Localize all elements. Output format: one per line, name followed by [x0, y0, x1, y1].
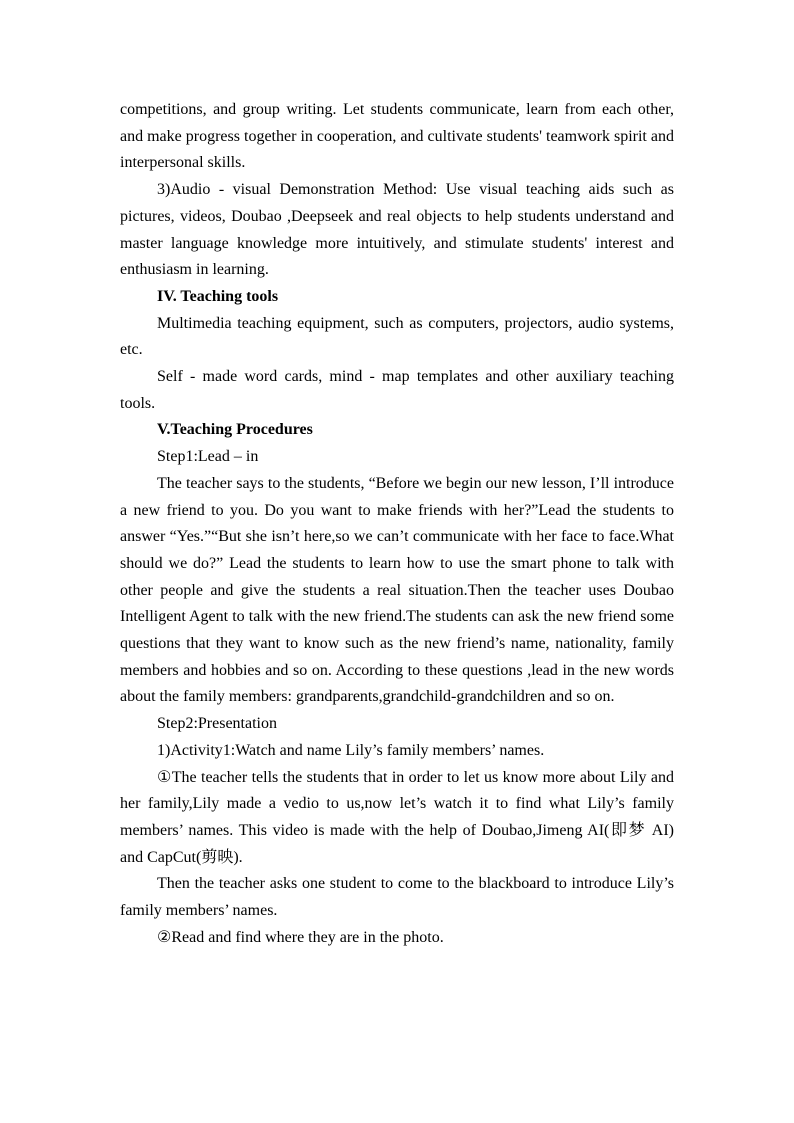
- paragraph-activity1-video: ①The teacher tells the students that in order to let us know more about Lily and her family,Lily made a vedio to us,now let’s watch it to find what Lily’s family members’ names. This video is made with the help of Doubao,Jimeng AI(即梦 AI) and CapCut(剪映).: [120, 768, 674, 866]
- paragraph-group-work: competitions, and group writing. Let students communicate, learn from each other, and make progress together in cooperation, and cultivate students' teamwork spirit and interpersonal skills.: [120, 101, 674, 172]
- paragraph-activity1-title: 1)Activity1:Watch and name Lily’s family members’ names.: [157, 741, 545, 759]
- paragraph-step1-title: Step1:Lead – in: [157, 448, 259, 466]
- paragraph-activity1-blackboard: Then the teacher asks one student to come to the blackboard to introduce Lily’s family members’ names.: [120, 875, 674, 920]
- paragraph-audio-visual-method: 3)Audio - visual Demonstration Method: Use visual teaching aids such as pictures, videos, Doubao ,Deepseek and real objects to help students understand and master language knowledge more intuitively, and stimulate students' interest and enthusiasm in learning.: [120, 181, 674, 279]
- paragraph-self-made-tools: Self - made word cards, mind - map templates and other auxiliary teaching tools.: [120, 368, 674, 412]
- paragraph-activity1-photo: ②Read and find where they are in the photo.: [157, 928, 444, 946]
- heading-teaching-procedures: V.Teaching Procedures: [157, 421, 313, 439]
- paragraph-step2-title: Step2:Presentation: [157, 715, 277, 733]
- heading-teaching-tools: IV. Teaching tools: [157, 287, 279, 305]
- document-page: [120, 97, 674, 952]
- paragraph-step1-lead-in: The teacher says to the students, “Before we begin our new lesson, I’ll introduce a new friend to you. Do you want to make friends with her?”Lead the students to answer “Yes.”“But she isn’t here,so we can’t communicate with her face to face.What should we do?” Lead the students to learn how to use the smart phone to talk with other people and give the students a real situation.Then the teacher uses Doubao Intelligent Agent to talk with the new friend.The students can ask the new friend some questions that they want to know such as the new friend’s name, nationality, family members and hobbies and so on. According to these questions ,lead in the new words about the family members: grandparents,grandchild-grandchildren and so on.: [120, 474, 674, 706]
- paragraph-multimedia-equipment: Multimedia teaching equipment, such as computers, projectors, audio systems, etc.: [120, 314, 674, 359]
